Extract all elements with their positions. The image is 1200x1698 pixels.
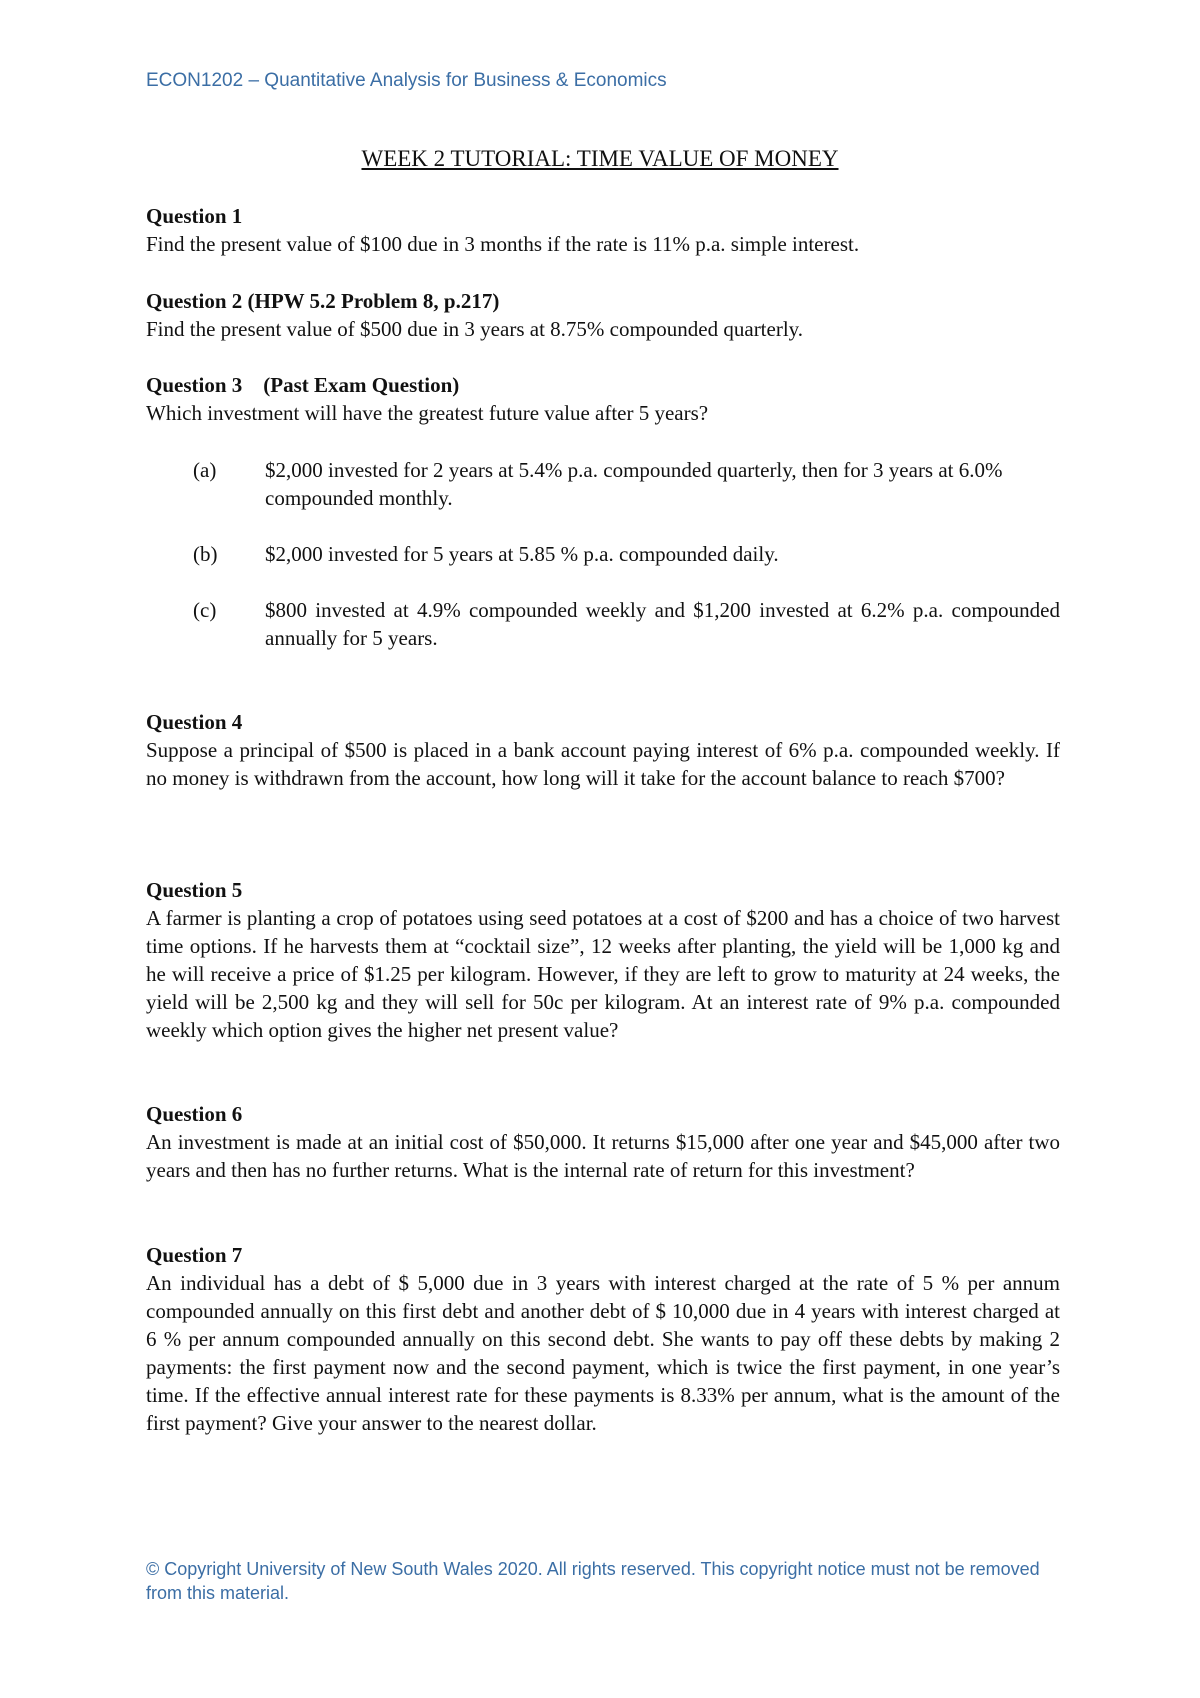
question-heading: Question 1 (146, 204, 243, 228)
question-heading: Question 3 (Past Exam Question) (146, 373, 460, 397)
question-3 (146, 371, 1060, 427)
question-heading: Question 6 (146, 1102, 243, 1126)
copyright-notice: © Copyright University of New South Wales 2020. All rights reserved. This copyright notice must not be removed from this material. (146, 1559, 1040, 1603)
question-2 (146, 287, 1060, 343)
page-title: WEEK 2 TUTORIAL: TIME VALUE OF MONEY (361, 146, 839, 171)
question-text: An individual has a debt of $ 5,000 due in 3 years with interest charged at the rate of 5 % per annum compounded annually on this first debt and another debt of $ 10,000 due in 4 years with interest charged at 6 % per annum compounded annually on this second debt. She wants to pay off these debts by making 2 payments: the first payment now and the second payment, which is twice the first payment, in one year’s time. If the effective annual interest rate for these payments is 8.33% per annum, what is the amount of the first payment? Give your answer to the nearest dollar. (146, 1271, 1060, 1435)
question-text: Suppose a principal of $500 is placed in a bank account paying interest of 6% p.a. compounded weekly. If no money is withdrawn from the account, how long will it take for the account balance to reach $700? (146, 738, 1060, 790)
question-heading: Question 4 (146, 710, 243, 734)
part-label: (b) (193, 542, 218, 566)
question-text: Find the present value of $500 due in 3 years at 8.75% compounded quarterly. (146, 317, 804, 341)
question-6 (146, 1100, 1060, 1184)
question-7 (146, 1241, 1060, 1437)
question-5 (146, 876, 1060, 1044)
question-text: An investment is made at an initial cost of $50,000. It returns $15,000 after one year and $45,000 after two years and then has no further returns. What is the internal rate of return for this investment? (146, 1130, 1060, 1182)
part-text: $2,000 invested for 2 years at 5.4% p.a. compounded quarterly, then for 3 years at 6.0% compounded monthly. (265, 458, 1003, 510)
question-1 (146, 202, 1060, 258)
question-text: Find the present value of $100 due in 3 months if the rate is 11% p.a. simple interest. (146, 232, 860, 256)
question-text: A farmer is planting a crop of potatoes using seed potatoes at a cost of $200 and has a choice of two harvest time options. If he harvests them at “cocktail size”, 12 weeks after planting, the yield will be 1,000 kg and he will receive a price of $1.25 per kilogram. However, if they are left to grow to maturity at 24 weeks, the yield will be 2,500 kg and they will sell for 50c per kilogram. At an interest rate of 9% p.a. compounded weekly which option gives the higher net present value? (146, 906, 1060, 1042)
part-text: $800 invested at 4.9% compounded weekly and $1,200 invested at 6.2% p.a. compounded annually for 5 years. (265, 598, 1060, 650)
question-heading: Question 2 (HPW 5.2 Problem 8, p.217) (146, 289, 500, 313)
course-header: ECON1202 – Quantitative Analysis for Business & Economics (146, 70, 667, 91)
question-heading: Question 5 (146, 878, 243, 902)
question-heading: Question 7 (146, 1243, 243, 1267)
part-label: (c) (193, 598, 217, 622)
part-text: $2,000 invested for 5 years at 5.85 % p.a. compounded daily. (265, 542, 779, 566)
question-4 (146, 708, 1060, 792)
part-label: (a) (193, 458, 217, 482)
question-text: Which investment will have the greatest future value after 5 years? (146, 401, 709, 425)
